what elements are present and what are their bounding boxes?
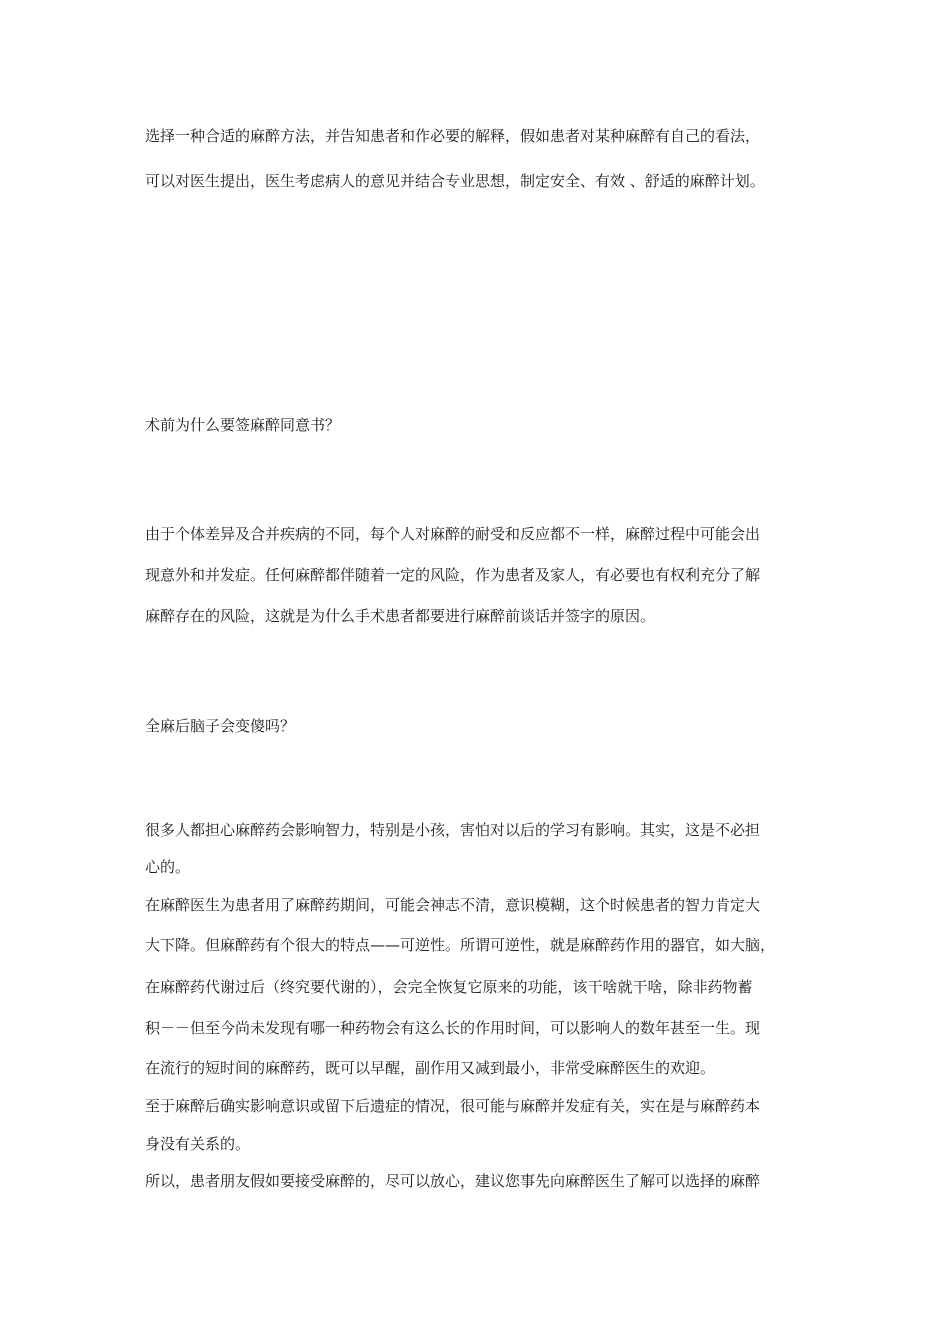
paragraph-line: 大下降。但麻醉药有个很大的特点——可逆性。所谓可逆性，就是麻醉药作用的器官，如大脑， bbox=[145, 936, 776, 954]
paragraph-line: 在麻醉药代谢过后（终究要代谢的），会完全恢复它原来的功能，该干啥就干啥，除非药物蓄 bbox=[145, 978, 753, 996]
paragraph-line: 在流行的短时间的麻醉药，既可以早醒，副作用又减到最小，非常受麻醉医生的欢迎。 bbox=[145, 1059, 716, 1077]
paragraph-line: 由于个体差异及合并疾病的不同，每个人对麻醉的耐受和反应都不一样，麻醉过程中可能会出 bbox=[145, 525, 761, 543]
paragraph-line: 至于麻醉后确实影响意识或留下后遗症的情况，很可能与麻醉并发症有关，实在是与麻醉药本 bbox=[145, 1097, 761, 1115]
paragraph-line: 很多人都担心麻醉药会影响智力，特别是小孩，害怕对以后的学习有影响。其实，这是不必担 bbox=[145, 821, 761, 839]
paragraph-line: 在麻醉医生为患者用了麻醉药期间，可能会神志不清，意识模糊，这个时候患者的智力肯定大 bbox=[145, 896, 761, 914]
paragraph-line: 身没有关系的。 bbox=[145, 1135, 251, 1153]
paragraph-line: 心的。 bbox=[145, 858, 191, 876]
paragraph-line: 积－－但至今尚未发现有哪一种药物会有这么长的作用时间，可以影响人的数年甚至一生。现 bbox=[145, 1019, 761, 1037]
paragraph-line: 现意外和并发症。任何麻醉都伴随着一定的风险，作为患者及家人，有必要也有权利充分了解 bbox=[145, 566, 761, 584]
section-heading-consent: 术前为什么要签麻醉同意书？ bbox=[145, 416, 341, 434]
paragraph-line: 麻醉存在的风险，这就是为什么手术患者都要进行麻醉前谈话并签字的原因。 bbox=[145, 607, 656, 625]
section-heading-intelligence: 全麻后脑子会变傻吗？ bbox=[145, 717, 296, 735]
intro-line-1: 选择一种合适的麻醉方法，并告知患者和作必要的解释，假如患者对某种麻醉有自己的看法， bbox=[145, 127, 761, 145]
intro-line-2: 可以对医生提出，医生考虑病人的意见并结合专业思想，制定安全、有效 、舒适的麻醉计划。 bbox=[145, 172, 765, 190]
paragraph-line: 所以，患者朋友假如要接受麻醉的，尽可以放心，建议您事先向麻醉医生了解可以选择的麻醉 bbox=[145, 1172, 761, 1190]
